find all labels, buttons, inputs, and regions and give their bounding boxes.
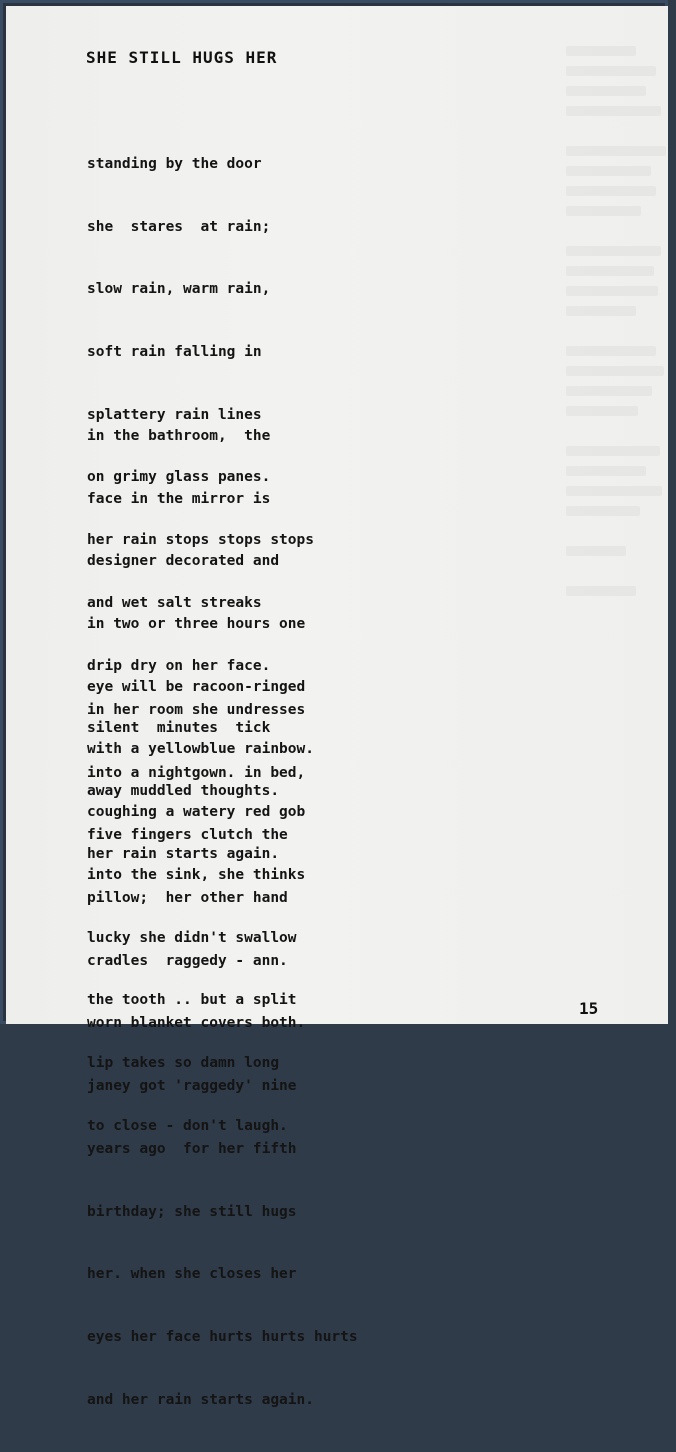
- poem-line: slow rain, warm rain,: [87, 281, 271, 298]
- poem-line: into a nightgown. in bed,: [87, 764, 306, 781]
- poem-line: cradles raggedy - ann.: [87, 952, 288, 969]
- poem-line: worn blanket covers both.: [87, 1015, 306, 1032]
- poem-line: into the sink, she thinks: [87, 866, 306, 883]
- poem-line: and her rain starts again.: [87, 1391, 314, 1408]
- stanza-3: [87, 658, 358, 1452]
- page-number: 15: [579, 999, 599, 1018]
- poem-line: her rain starts again.: [87, 845, 280, 862]
- poem-line: silent minutes tick: [87, 720, 271, 737]
- poem-line: the tooth .. but a split: [87, 992, 297, 1009]
- poem-line: her. when she closes her: [87, 1266, 297, 1283]
- poem-line: drip dry on her face.: [87, 657, 271, 674]
- poem-line: in her room she undresses: [87, 701, 306, 718]
- poem-line: standing by the door: [87, 155, 262, 172]
- poem-line: five fingers clutch the: [87, 827, 288, 844]
- poem-line: soft rain falling in: [87, 343, 262, 360]
- poem-line: eye will be racoon-ringed: [87, 678, 306, 695]
- poem-title: SHE STILL HUGS HER: [86, 48, 278, 67]
- book-page: [6, 6, 668, 1408]
- poem-line: pillow; her other hand: [87, 889, 288, 906]
- poem-line: designer decorated and: [87, 553, 280, 570]
- poem-line: birthday; she still hugs: [87, 1203, 297, 1220]
- poem-line: she stares at rain;: [87, 218, 271, 235]
- poem-line: her rain stops stops stops: [87, 532, 314, 549]
- poem-line: coughing a watery red gob: [87, 804, 306, 821]
- poem-line: in the bathroom, the: [87, 427, 271, 444]
- poem-line: to close - don't laugh.: [87, 1117, 288, 1134]
- poem-line: lucky she didn't swallow: [87, 929, 297, 946]
- poem-line: in two or three hours one: [87, 615, 306, 632]
- poem-line: and wet salt streaks: [87, 594, 262, 611]
- show-through-text: [566, 46, 676, 766]
- poem-line: eyes her face hurts hurts hurts: [87, 1329, 358, 1345]
- poem-line: face in the mirror is: [87, 490, 271, 507]
- poem-line: years ago for her fifth: [87, 1140, 297, 1157]
- poem-line: lip takes so damn long: [87, 1055, 280, 1071]
- poem-line: splattery rain lines: [87, 406, 262, 423]
- poem-line: with a yellowblue rainbow.: [87, 741, 314, 758]
- poem-line: on grimy glass panes.: [87, 469, 271, 486]
- poem-line: away muddled thoughts.: [87, 783, 280, 799]
- poem-line: janey got 'raggedy' nine: [87, 1078, 297, 1095]
